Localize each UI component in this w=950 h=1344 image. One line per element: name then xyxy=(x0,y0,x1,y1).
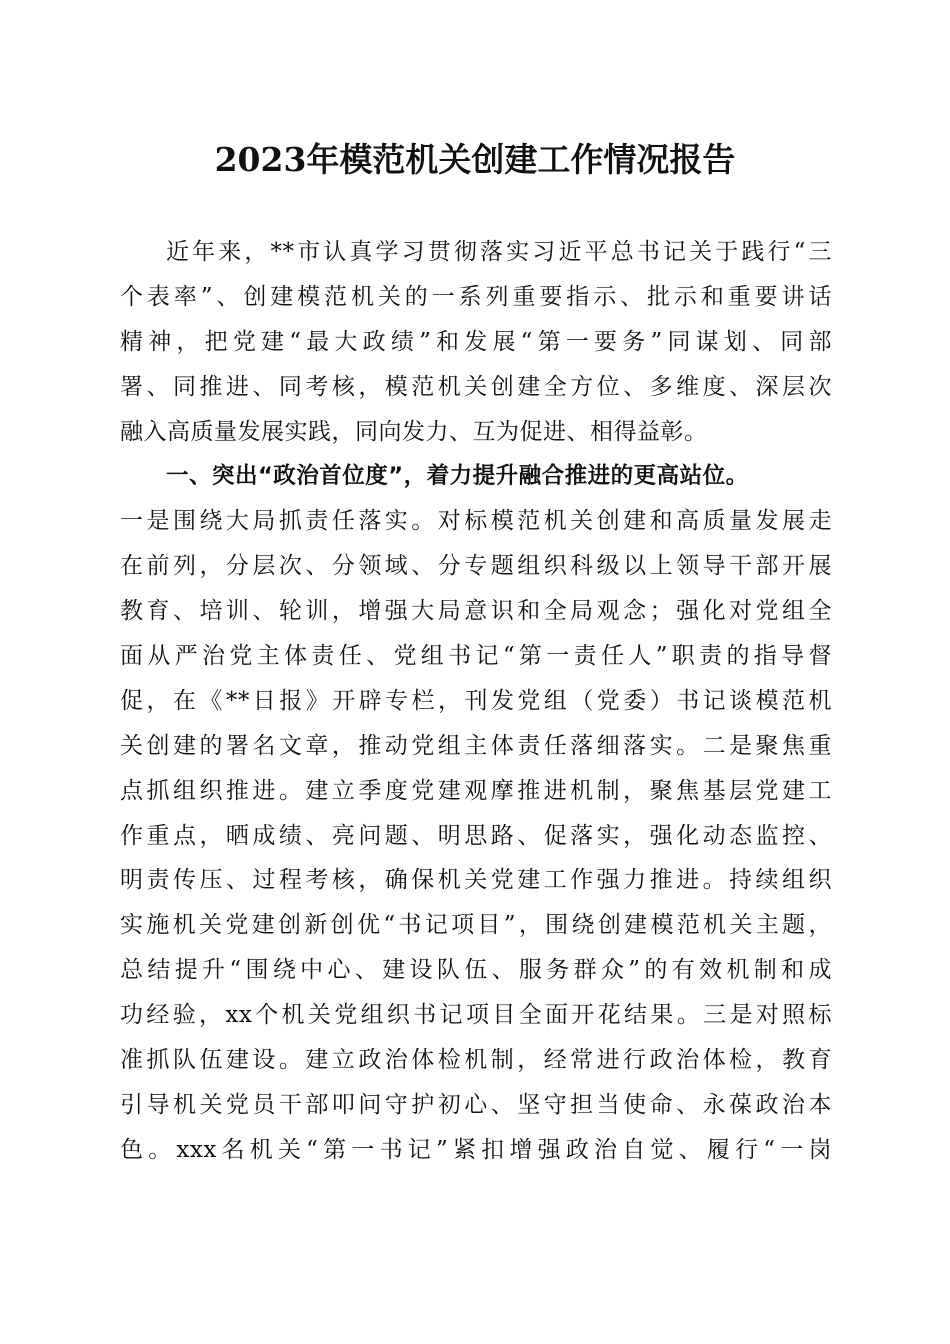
paragraph-line: 促，在《**日报》开辟专栏，刊发党组（党委）书记谈模范机 xyxy=(120,687,832,714)
paragraph-line: 教育、培训、轮训，增强大局意识和全局观念；强化对党组全 xyxy=(120,598,832,625)
paragraph-line: 融入高质量发展实践，同向发力、互为促进、相得益彰。 xyxy=(120,418,708,445)
paragraph-line: 明责传压、过程考核，确保机关党建工作强力推进。持续组织 xyxy=(120,867,832,894)
paragraph-line: 总结提升“围绕中心、建设队伍、服务群众”的有效机制和成 xyxy=(120,957,832,984)
paragraph-line: 点抓组织推进。建立季度党建观摩推进机制，聚焦基层党建工 xyxy=(120,777,832,804)
section-heading: 一、突出“政治首位度”，着力提升融合推进的更高站位。 xyxy=(166,463,749,490)
paragraph-line: 色。xxx名机关“第一书记”紧扣增强政治自觉、履行“一岗 xyxy=(120,1136,832,1163)
paragraph-line: 准抓队伍建设。建立政治体检机制，经常进行政治体检，教育 xyxy=(120,1047,832,1074)
paragraph-line: 署、同推进、同考核，模范机关创建全方位、多维度、深层次 xyxy=(120,373,832,400)
paragraph-line: 精神，把党建“最大政绩”和发展“第一要务”同谋划、同部 xyxy=(120,328,832,355)
paragraph-line: 面从严治党主体责任、党组书记“第一责任人”职责的指导督 xyxy=(120,643,832,670)
document-body xyxy=(120,230,832,1173)
paragraph-line: 功经验，xx个机关党组织书记项目全面开花结果。三是对照标 xyxy=(120,1002,832,1029)
paragraph-line: 实施机关党建创新创优“书记项目”，围绕创建模范机关主题， xyxy=(120,912,832,939)
paragraph-line: 关创建的署名文章，推动党组主体责任落细落实。二是聚焦重 xyxy=(120,732,832,759)
document-title: 2023年模范机关创建工作情况报告 xyxy=(214,140,736,179)
paragraph-line: 作重点，晒成绩、亮问题、明思路、促落实，强化动态监控、 xyxy=(120,822,832,849)
paragraph-line: 一是围绕大局抓责任落实。对标模范机关创建和高质量发展走 xyxy=(120,508,832,535)
paragraph-line: 近年来，**市认真学习贯彻落实习近平总书记关于践行“三 xyxy=(166,239,832,265)
paragraph-line: 在前列，分层次、分领域、分专题组织科级以上领导干部开展 xyxy=(120,553,832,580)
paragraph-line: 引导机关党员干部叩问守护初心、坚守担当使命、永葆政治本 xyxy=(120,1091,832,1118)
paragraph-line: 个表率”、创建模范机关的一系列重要指示、批示和重要讲话 xyxy=(120,283,832,310)
